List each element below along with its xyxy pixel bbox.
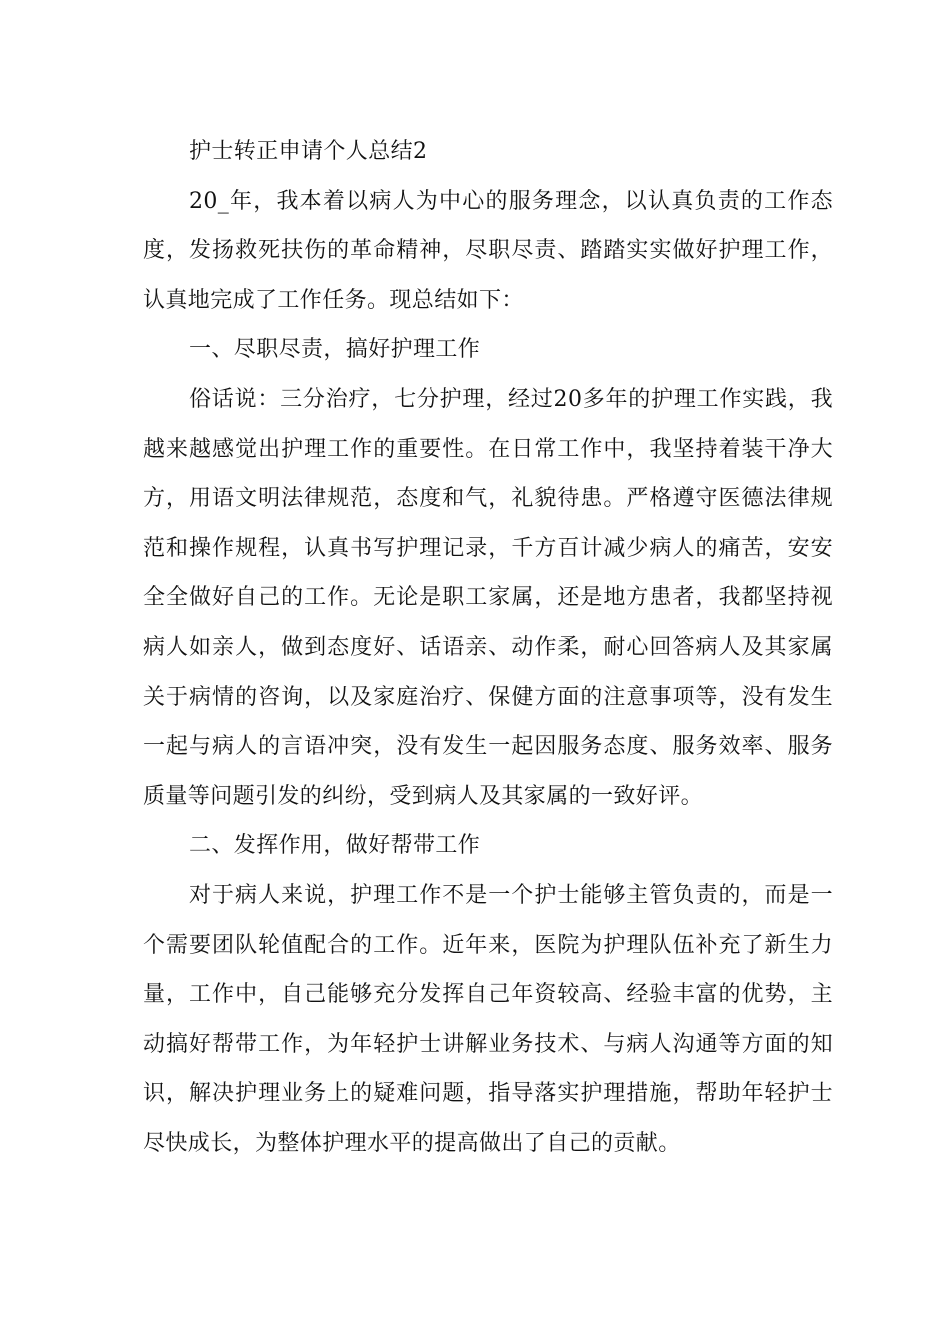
section-heading-1: 一、尽职尽责，搞好护理工作 bbox=[189, 337, 481, 363]
body-paragraph-1: 俗话说：三分治疗，七分护理，经过20多年的护理工作实践，我越来越感觉出护理工作的重要性。在日常工作中，我坚持着装干净大方，用语文明法律规范，态度和气，礼貌待患。严格遵守医德法律规范和操作规程，认真书写护理记录，千方百计减少病人的痛苦，安安全全做好自己的工作。无论是职工家属，还是地方患者，我都坚持视病人如亲人，做到态度好、话语亲、动作柔，耐心回答病人及其家属关于病情的咨询，以及家庭治疗、保健方面的注意事项等，没有发生一起与病人的言语冲突，没有发生一起因服务态度、服务效率、服务质量等问题引发的纠纷，受到病人及其家属的一致好评。 bbox=[143, 386, 833, 809]
section-heading-2: 二、发挥作用，做好帮带工作 bbox=[189, 833, 481, 859]
document-body bbox=[143, 127, 833, 1168]
body-paragraph-2: 对于病人来说，护理工作不是一个护士能够主管负责的，而是一个需要团队轮值配合的工作。近年来，医院为护理队伍补充了新生力量，工作中，自己能够充分发挥自己年资较高、经验丰富的优势，主动搞好帮带工作，为年轻护士讲解业务技术、与病人沟通等方面的知识，解决护理业务上的疑难问题，指导落实护理措施，帮助年轻护士尽快成长，为整体护理水平的提高做出了自己的贡献。 bbox=[143, 882, 833, 1156]
section-title: 护士转正申请个人总结2 bbox=[189, 139, 428, 164]
intro-paragraph: 20_年，我本着以病人为中心的服务理念，以认真负责的工作态度，发扬救死扶伤的革命精神，尽职尽责、踏踏实实做好护理工作，认真地完成了工作任务。现总结如下： bbox=[143, 188, 833, 313]
